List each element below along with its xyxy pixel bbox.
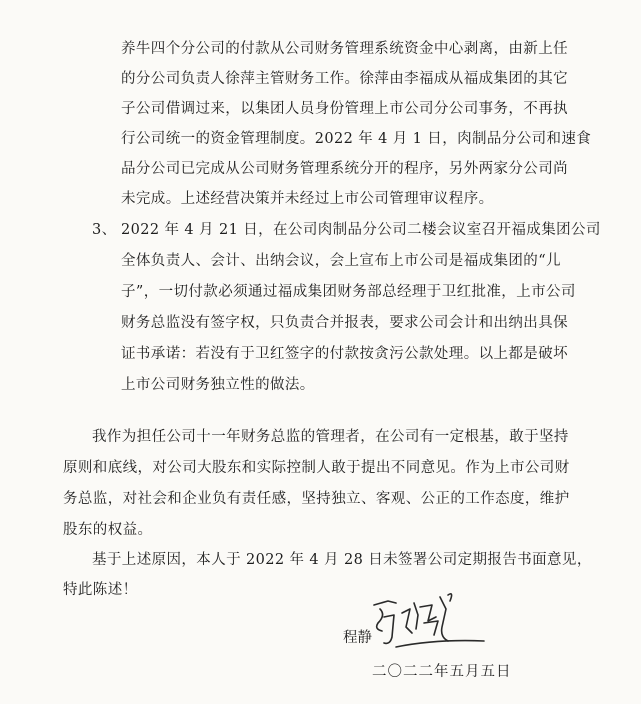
list-item-line: 子”，一切付款必须通过福成集团财务部总经理于卫红批准，上市公司 xyxy=(121,284,576,300)
list-item-line: 2022 年 4 月 21 日，在公司肉制品分公司二楼会议室召开福成集团公司 xyxy=(121,222,601,238)
list-item-line: 证书承诺：若没有于卫红签字的付款按贪污公款处理。以上都是破坏 xyxy=(121,346,568,362)
paragraph-line: 行公司统一的资金管理制度。2022 年 4 月 1 日，肉制品分公司和速食 xyxy=(121,131,592,147)
paragraph-line: 务总监，对社会和企业负有责任感，坚持独立、客观、公正的工作态度，维护 xyxy=(63,491,570,507)
paragraph-line: 养牛四个分公司的付款从公司财务管理系统资金中心剥离，由新上任 xyxy=(121,41,568,57)
paragraph-line: 股东的权益。 xyxy=(63,522,153,538)
signature-date: 二〇二二年五月五日 xyxy=(372,664,512,680)
list-item-line: 财务总监没有签字权，只负责合并报表，要求公司会计和出纳出具保 xyxy=(121,315,568,331)
paragraph-line: 特此陈述！ xyxy=(63,582,138,598)
paragraph-line: 的分公司负责人徐萍主管财务工作。徐萍由李福成从福成集团的其它 xyxy=(121,71,568,87)
paragraph-line: 未完成。上述经营决策并未经过上市公司管理审议程序。 xyxy=(121,191,494,207)
paragraph-line: 原则和底线，对公司大股东和实际控制人敢于提出不同意见。作为上市公司财 xyxy=(63,460,570,476)
paragraph-line: 子公司借调过来，以集团人员身份管理上市公司分公司事务，不再执 xyxy=(121,101,568,117)
signatory-name: 程静 xyxy=(343,630,372,646)
list-item-line: 上市公司财务独立性的做法。 xyxy=(121,377,315,393)
paragraph-line: 品分公司已完成从公司财务管理系统分开的程序，另外两家分公司尚 xyxy=(121,161,568,177)
handwritten-signature xyxy=(366,587,486,657)
list-item-number: 3、 xyxy=(92,222,117,238)
paragraph-line: 我作为担任公司十一年财务总监的管理者，在公司有一定根基，敢于坚持 xyxy=(92,429,569,445)
paragraph-line: 基于上述原因，本人于 2022 年 4 月 28 日未签署公司定期报告书面意见， xyxy=(92,552,592,568)
list-item-line: 全体负责人、会计、出纳会议，会上宣布上市公司是福成集团的“儿 xyxy=(121,253,561,269)
